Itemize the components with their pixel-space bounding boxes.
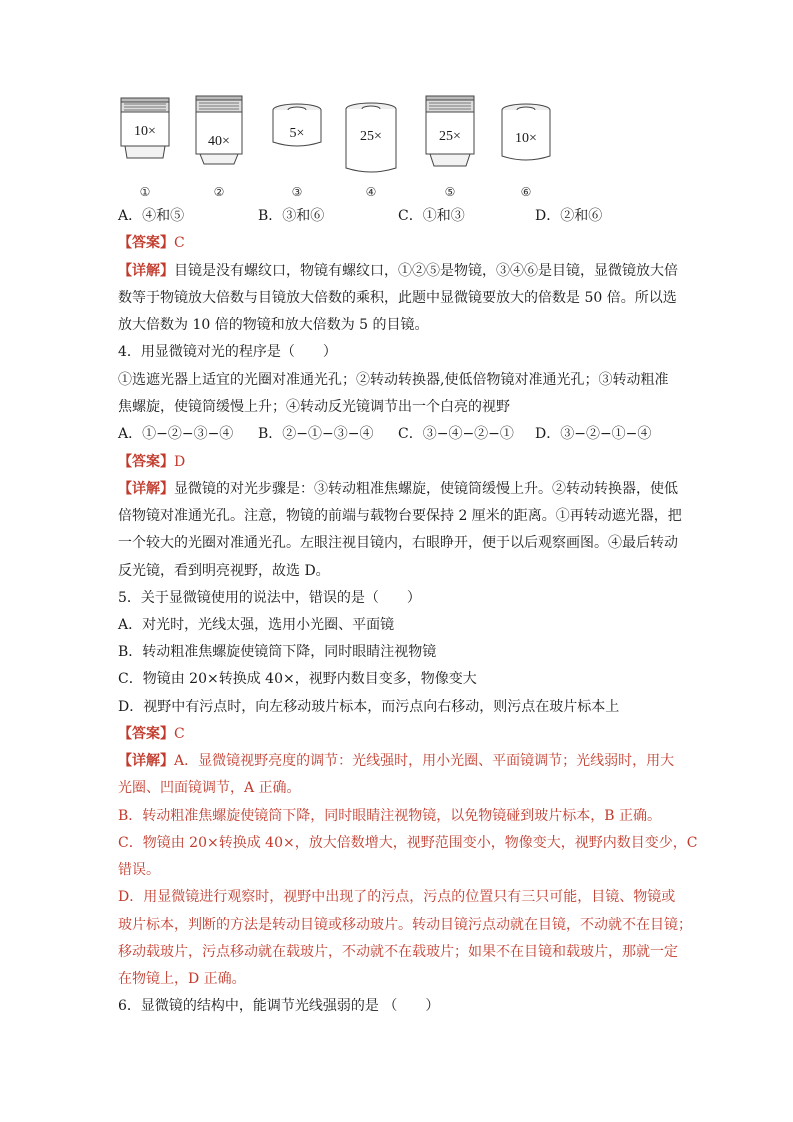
q5-detail-line: C．物镜由 20×转换成 40×，放大倍数增大，视野范围变小，物像变大，视野内数目变少，C — [118, 835, 698, 851]
q5-answer: 【答案】C — [118, 726, 185, 742]
lens-6-eyepiece-icon — [502, 104, 550, 199]
q4-option-a: A．①−②−③−④ — [118, 426, 234, 442]
q5-detail-line: 玻片标本，判断的方法是转动目镜或移动玻片。转动目镜污点动就在目镜，不动就不在目镜； — [118, 917, 692, 933]
q3-detail-line: 【详解】目镜是没有螺纹口，物镜有螺纹口，①②⑤是物镜，③④⑥是目镜，显微镜放大倍 — [118, 263, 678, 279]
lens-5-label: 25× — [439, 129, 461, 144]
q5-option-b: B．转动粗准焦螺旋使镜筒下降，同时眼睛注视物镜 — [118, 644, 437, 660]
q4-detail-line: 倍物镜对准通光孔。注意，物镜的前端与载物台要保持 2 厘米的距离。①再转动遮光器，把 — [118, 508, 682, 524]
lens-1-number: ① — [139, 185, 151, 199]
lens-4-number: ④ — [365, 185, 377, 199]
lens-4-eyepiece-icon — [346, 103, 396, 199]
q5-option-a: A．对光时，光线太强，选用小光圈、平面镜 — [118, 617, 395, 633]
lens-5-number: ⑤ — [444, 185, 456, 199]
lens-6-label: 10× — [515, 131, 537, 146]
lens-5-objective-icon — [426, 96, 474, 199]
q5-detail-line: 【详解】A．显微镜视野亮度的调节：光线强时，用小光圈、平面镜调节；光线弱时，用大 — [118, 753, 675, 769]
q4-detail-line: 一个较大的光圈对准通光孔。左眼注视目镜内，右眼睁开，便于以后观察画图。④最后转动 — [118, 535, 678, 551]
q3-option-b: B．③和⑥ — [258, 208, 325, 224]
lens-2-objective-icon — [196, 96, 242, 199]
q4-option-d: D．③−②−①−④ — [535, 426, 652, 442]
q4-detail-line: 【详解】显微镜的对光步骤是：③转动粗准焦螺旋，使镜筒缓慢上升。②转动转换器，使低 — [118, 481, 678, 497]
q4-answer: 【答案】D — [118, 454, 186, 470]
q5-detail-line: 在物镜上，D 正确。 — [118, 971, 246, 987]
q5-option-c: C．物镜由 20×转换成 40×，视野内数目变多，物像变大 — [118, 671, 477, 687]
lens-1-objective-icon — [121, 98, 169, 199]
q4-detail-line: 反光镜，看到明亮视野，故选 D。 — [118, 563, 330, 579]
q3-answer: 【答案】C — [118, 235, 185, 251]
q3-option-d: D．②和⑥ — [535, 208, 603, 224]
lens-2-label: 40× — [208, 134, 230, 149]
q4-body-line: ①选遮光器上适宜的光圈对准通光孔；②转动转换器,使低倍物镜对准通光孔；③转动粗准 — [118, 372, 669, 388]
q3-detail-line: 放大倍数为 10 倍的物镜和放大倍数为 5 的目镜。 — [118, 317, 429, 333]
lens-1-label: 10× — [134, 124, 156, 139]
q4-body-line: 焦螺旋，使镜筒缓慢上升；④转动反光镜调节出一个白亮的视野 — [118, 399, 510, 415]
lens-4-label: 25× — [360, 129, 382, 144]
q3-option-c: C．①和③ — [398, 208, 465, 224]
lens-3-number: ③ — [291, 185, 303, 199]
q3-option-a: A．④和⑤ — [118, 208, 185, 224]
q6-stem: 6．显微镜的结构中，能调节光线强弱的是 （ ） — [118, 998, 440, 1014]
q5-option-d: D．视野中有污点时，向左移动玻片标本，而污点向右移动，则污点在玻片标本上 — [118, 699, 620, 715]
q3-detail-line: 数等于物镜放大倍数与目镜放大倍数的乘积，此题中显微镜要放大的倍数是 50 倍。所以选 — [118, 290, 677, 306]
q5-stem: 5．关于显微镜使用的说法中，错误的是（ ） — [118, 590, 421, 606]
lens-6-number: ⑥ — [520, 185, 532, 199]
q4-option-b: B．②−①−③−④ — [258, 426, 374, 442]
lens-illustration — [0, 90, 793, 205]
lens-3-label: 5× — [289, 126, 305, 141]
q5-detail-line: D．用显微镜进行观察时，视野中出现了的污点，污点的位置只有三只可能，目镜、物镜或 — [118, 889, 676, 905]
q4-stem: 4．用显微镜对光的程序是（ ） — [118, 344, 337, 360]
lens-2-number: ② — [213, 185, 225, 199]
lens-3-eyepiece-icon — [273, 104, 321, 199]
q5-detail-line: B．转动粗准焦螺旋使镜筒下降，同时眼睛注视物镜，以免物镜碰到玻片标本，B 正确。 — [118, 808, 662, 824]
q5-detail-line: 错误。 — [118, 862, 160, 878]
q4-option-c: C．③−④−②−① — [398, 426, 514, 442]
q5-detail-line: 移动载玻片，污点移动就在载玻片，不动就不在载玻片；如果不在目镜和载玻片，那就一定 — [118, 944, 678, 960]
q5-detail-line: 光圈、凹面镜调节，A 正确。 — [118, 780, 301, 796]
